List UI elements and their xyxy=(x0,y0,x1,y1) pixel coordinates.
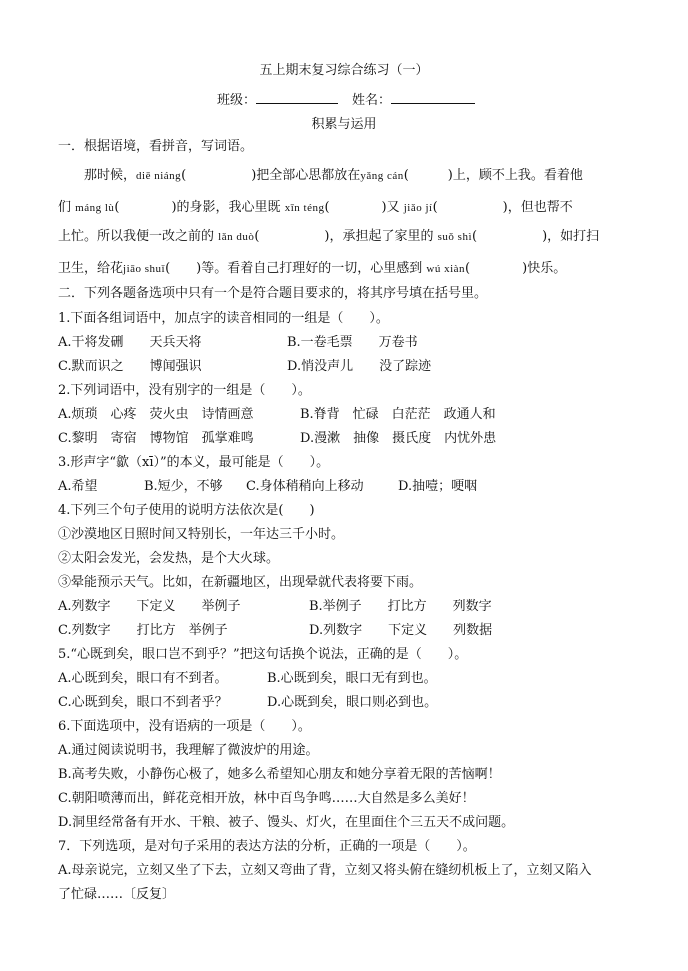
option-c[interactable]: C.身体稍稍向上移动 xyxy=(246,479,364,494)
option-b[interactable]: B.举例子 打比方 列数字 xyxy=(309,599,492,614)
option-b[interactable]: B.高考失败，小静伤心极了，她多么希望知心朋友和她分享着无限的苦恼啊！ xyxy=(58,767,501,782)
option-a[interactable]: A.心既到矣，眼口有不到者。 xyxy=(58,671,228,686)
q1-text: ( )快乐。 xyxy=(465,261,567,276)
option-c[interactable]: C.朝阳喷薄而出，鲜花竞相开放，林中百鸟争鸣……大自然是多么美好！ xyxy=(58,791,475,806)
pinyin-prompt: jiǎo jí xyxy=(403,202,433,214)
q1-text: 上忙。所以我便一改之前的 xyxy=(58,229,215,244)
pinyin-prompt: wú xiàn xyxy=(426,263,466,275)
q1-text: ( )上，顾不上我。看着他 xyxy=(403,168,583,183)
name-label: 姓名： xyxy=(352,93,392,108)
option-a[interactable]: A.列数字 下定义 举例子 xyxy=(58,599,241,614)
option-a[interactable]: A.希望 xyxy=(58,479,98,494)
class-blank[interactable] xyxy=(256,91,338,104)
option-c[interactable]: C.默而识之 博闻强识 xyxy=(58,359,202,374)
q1-text: 们 xyxy=(58,200,72,215)
name-blank[interactable] xyxy=(391,91,475,104)
option-b[interactable]: B.短少，不够 xyxy=(144,479,223,494)
q1-text: ( )，如打扫 xyxy=(472,229,600,244)
option-c[interactable]: C.黎明 寄宿 博物馆 孤掌难鸣 xyxy=(58,431,254,446)
option-c[interactable]: C.心既到矣，眼口不到者乎？ xyxy=(58,695,228,710)
option-d[interactable]: D.抽噎；哽咽 xyxy=(398,479,478,494)
q2-heading: 二．下列各题备选项中只有一个是符合题目要求的，将其序号填在括号里。 xyxy=(58,286,488,301)
q1-line xyxy=(58,261,566,277)
option-a[interactable]: A.烦琐 心疼 荧火虫 诗情画意 xyxy=(58,407,254,422)
option-d[interactable]: D.列数字 下定义 列数据 xyxy=(309,623,493,638)
page-title: 五上期末复习综合练习（一） xyxy=(259,63,429,78)
pinyin-prompt: lǎn duò xyxy=(218,231,255,243)
q1-heading: 一．根据语境，看拼音，写词语。 xyxy=(58,139,254,154)
q1-text: ( )的身影，我心里既 xyxy=(114,200,281,215)
pinyin-prompt: suǒ shì xyxy=(437,231,473,243)
option-b[interactable]: B.脊背 忙碌 白茫茫 政通人和 xyxy=(300,407,496,422)
option-d[interactable]: D.洞里经常备有开水、干粮、被子、馒头、灯火，在里面住个三五天不成问题。 xyxy=(58,815,515,830)
q1-text: 卫生，给花 xyxy=(58,261,124,276)
pinyin-prompt: yǎng cán xyxy=(360,170,404,182)
question-stem: 4.下列三个句子使用的说明方法依次是( ) xyxy=(58,503,315,518)
q1-line xyxy=(58,229,599,245)
sentence-item: ③晕能预示天气。比如，在新疆地区，出现晕就代表将要下雨。 xyxy=(58,575,423,590)
section-title: 积累与运用 xyxy=(311,117,377,132)
option-d[interactable]: D.漫漱 抽像 摄氏度 内忧外患 xyxy=(300,431,497,446)
option-c[interactable]: C.列数字 打比方 举例子 xyxy=(58,623,228,638)
class-name-line xyxy=(217,91,475,109)
q1-text: ( )把全部心思都放在 xyxy=(181,168,361,183)
q1-line xyxy=(84,168,583,184)
question-stem: 3.形声字“歙（xī）”的本义，最可能是（ ）。 xyxy=(58,455,330,470)
sentence-item: ②太阳会发光，会发热，是个大火球。 xyxy=(58,551,280,566)
q1-text: ( )等。看着自己打理好的一切，心里感到 xyxy=(165,261,423,276)
option-b[interactable]: B.一卷毛票 万卷书 xyxy=(287,335,418,350)
option-d[interactable]: D.悄没声儿 没了踪迹 xyxy=(287,359,432,374)
pinyin-prompt: xīn téng xyxy=(284,202,325,214)
pinyin-prompt: jiāo shuǐ xyxy=(123,263,166,275)
pinyin-prompt: diē niáng xyxy=(136,170,182,182)
q1-text: ( )又 xyxy=(324,200,400,215)
option-a[interactable]: A.通过阅读说明书，我理解了微波炉的用途。 xyxy=(58,743,319,758)
question-stem: 1.下面各组词语中，加点字的读音相同的一组是（ ）。 xyxy=(58,311,389,326)
q1-text: ( )，但也帮不 xyxy=(432,200,573,215)
question-stem: 2.下列词语中，没有别字的一组是（ ）。 xyxy=(58,383,311,398)
option-a-continued: 了忙碌……〔反复〕 xyxy=(58,887,176,902)
question-stem: 7．下列选项，是对句子采用的表达方法的分析，正确的一项是（ ）。 xyxy=(58,839,476,854)
option-a[interactable]: A.母亲说完，立刻又坐了下去，立刻又弯曲了背，立刻又将头俯在缝纫机板上了，立刻又陷入 xyxy=(58,863,592,878)
question-stem: 5.“心既到矣，眼口岂不到乎？”把这句话换个说法，正确的是（ ）。 xyxy=(58,647,468,662)
class-label: 班级： xyxy=(217,93,257,108)
sentence-item: ①沙漠地区日照时间又特别长，一年达三千小时。 xyxy=(58,527,345,542)
option-b[interactable]: B.心既到矣，眼口无有到也。 xyxy=(267,671,437,686)
option-d[interactable]: D.心既到矣，眼口则必到也。 xyxy=(267,695,438,710)
q1-line xyxy=(58,200,573,216)
option-a[interactable]: A.干将发硎 天兵天将 xyxy=(58,335,202,350)
q1-text: 那时候， xyxy=(84,168,137,183)
q1-text: ( )，承担起了家里的 xyxy=(254,229,434,244)
question-stem: 6.下面选项中，没有语病的一项是（ ）。 xyxy=(58,719,311,734)
pinyin-prompt: máng lù xyxy=(75,202,115,214)
